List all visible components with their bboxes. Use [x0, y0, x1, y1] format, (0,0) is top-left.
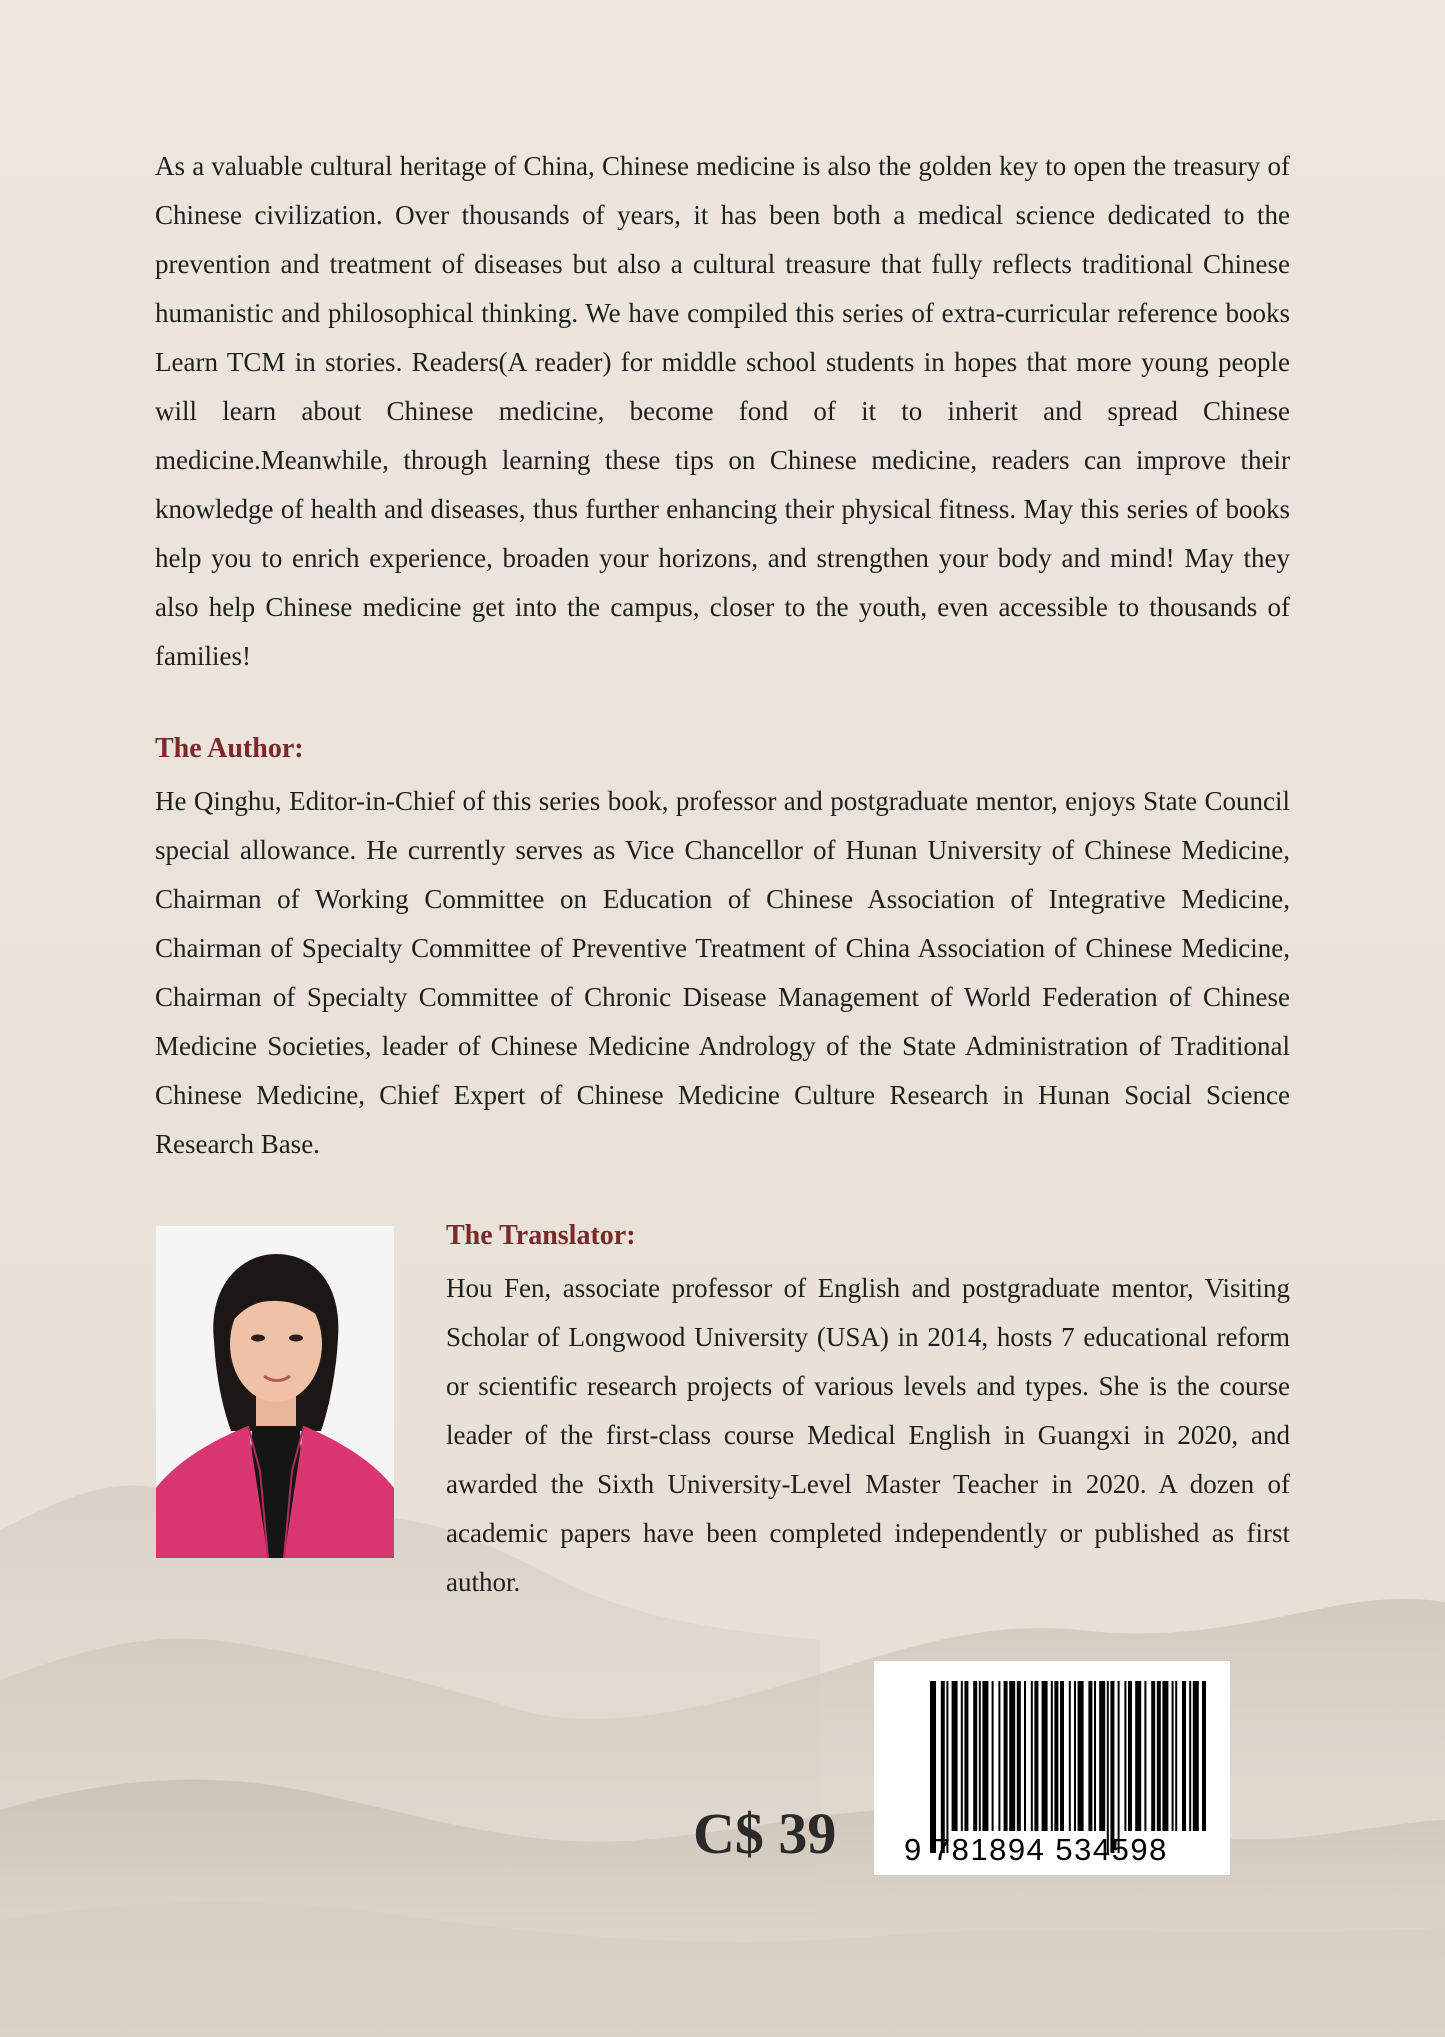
isbn-barcode	[874, 1661, 1230, 1875]
book-description: As a valuable cultural heritage of China, Chinese medicine is also the golden key to open the treasury of Chinese civilization. Over thousands of years, it has been both a medical science dedicated to the prevention and treatment of diseases but also a cultural treasure that fully reflects traditional Chinese humanistic and philosophical thinking. We have compiled this series of extra-curricular reference books Learn TCM in stories. Readers(A reader) for middle school students in hopes that more young people will learn about Chinese medicine, become fond of it to inherit and spread Chinese medicine.Meanwhile, through learning these tips on Chinese medicine, readers can improve their knowledge of health and diseases, thus further enhancing their physical fitness. May this series of books help you to enrich experience, broaden your horizons, and strengthen your body and mind! May they also help Chinese medicine get into the campus, closer to the youth, even accessible to thousands of families!	[155, 151, 1290, 671]
barcode-bar	[1094, 1681, 1096, 1831]
barcode-bar	[1107, 1681, 1109, 1853]
barcode-bar	[1078, 1681, 1084, 1831]
barcode-bar	[1099, 1681, 1105, 1831]
barcode-digits: 9 781894 534598	[904, 1832, 1168, 1867]
barcode-bar	[952, 1681, 958, 1831]
barcode-bar	[1034, 1681, 1038, 1831]
barcode-bar	[1162, 1681, 1168, 1831]
author-bio: He Qinghu, Editor-in-Chief of this series book, professor and postgraduate mentor, enjoys State Council special allowance. He currently serves as Vice Chancellor of Hunan University of Chinese Medicine, Chairman of Working Committee on Education of Chinese Association of Integrative Medicine, Chairman of Specialty Committee of Preventive Treatment of China Association of Chinese Medicine, Chairman of Specialty Committee of Chronic Disease Management of World Federation of Chinese Medicine Societies, leader of Chinese Medicine Andrology of the State Administration of Traditional Chinese Medicine, Chief Expert of Chinese Medicine Culture Research in Hunan Social Science Research Base.	[155, 786, 1290, 1159]
barcode-bar	[1017, 1681, 1021, 1831]
barcode-bar	[979, 1681, 981, 1831]
barcode-bar	[1004, 1681, 1008, 1831]
barcode-bar	[1024, 1681, 1026, 1831]
barcode-bar	[1009, 1681, 1015, 1831]
translator-bio: Hou Fen, associate professor of English and postgraduate mentor, Visiting Scholar of Longwood University (USA) in 2014, hosts 7 educational reform or scientific research projects of various levels and types. She is the course leader of the first-class course Medical English in Guangxi in 2020, and awarded the Sixth University-Level Master Teacher in 2020. A dozen of academic papers have been completed independently or published as first author.	[446, 1273, 1290, 1597]
barcode-bar	[946, 1681, 948, 1853]
barcode-bar	[930, 1681, 936, 1853]
author-heading: The Author:	[155, 733, 304, 764]
barcode-bar	[1118, 1681, 1120, 1853]
barcode-bar	[1110, 1681, 1114, 1853]
barcode-bar	[982, 1681, 988, 1831]
barcode-bar	[1051, 1681, 1053, 1831]
barcode-bar	[1189, 1681, 1191, 1831]
barcode-bar	[1031, 1681, 1033, 1831]
barcode-bar	[1060, 1681, 1064, 1831]
translator-heading: The Translator:	[446, 1220, 636, 1251]
price-label: C$ 39	[693, 1801, 837, 1866]
barcode-bar	[1193, 1681, 1199, 1831]
barcode-bar	[1157, 1681, 1161, 1831]
barcode-bar	[1175, 1681, 1177, 1831]
barcode-bar	[961, 1681, 963, 1831]
barcode-bar	[1128, 1681, 1132, 1831]
barcode-bar	[1151, 1681, 1155, 1831]
barcode-bar	[998, 1681, 1000, 1831]
barcode-bar	[1144, 1681, 1146, 1831]
barcode-bar	[973, 1681, 977, 1831]
barcode-bar	[1124, 1681, 1126, 1831]
barcode-bar	[1088, 1681, 1092, 1831]
barcode-bar	[992, 1681, 994, 1831]
barcode-bar	[1074, 1681, 1076, 1831]
barcode-bar	[1042, 1681, 1048, 1831]
barcode-bar	[1202, 1681, 1206, 1831]
barcode-bar	[1135, 1681, 1141, 1831]
translator-photo	[156, 1226, 394, 1558]
barcode-bar	[1172, 1681, 1174, 1831]
barcode-bar	[964, 1681, 968, 1831]
barcode-bar	[1069, 1681, 1071, 1831]
barcode-bar	[941, 1681, 945, 1853]
barcode-bar	[1054, 1681, 1058, 1831]
barcode-bar	[1182, 1681, 1186, 1831]
